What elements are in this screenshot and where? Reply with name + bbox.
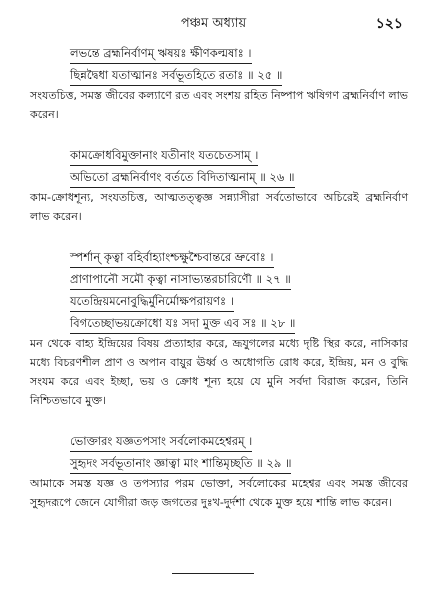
verse-line: বিগতেচ্ছাভয়ক্রোধো যঃ সদা মুক্ত এব সঃ ॥ ২৮ ॥	[70, 314, 295, 334]
verse-translation: আমাকে সমস্ত যজ্ঞ ও তপস্যার পরম ভোক্তা, সর্বলোকের মহেশ্বর এবং সমস্ত জীবের সুহৃদরূপে জেনে যোগীরা জড় জগতের দুঃখ-দুর্দশা থেকে মুক্ত হয়ে শান্তি লাভ করেন।	[30, 477, 408, 509]
sanskrit-verse	[30, 42, 408, 86]
verse-line: কামক্রোধবিমুক্তানাং যতীনাং যতচেতসাম্‌ ।	[70, 146, 258, 166]
verse-translation: সংযতচিত্ত, সমস্ত জীবের কল্যাণে রত এবং সংশয় রহিত নিষ্পাপ ঋষিগণ ব্রহ্মনির্বাণ লাভ করেন।	[30, 89, 408, 121]
sanskrit-verse	[30, 430, 408, 474]
verse-block	[30, 42, 408, 124]
verse-line: সুহৃদং সর্বভূতানাং জ্ঞাত্বা মাং শান্তিমৃচ্ছতি ॥ ২৯ ॥	[70, 454, 291, 474]
sanskrit-verse	[30, 144, 408, 188]
verse-line: লভন্তে ব্রহ্মনির্বাণম্‌ ঋষয়ঃ ক্ষীণকল্মষাঃ ।	[70, 44, 252, 64]
verse-translation: মন থেকে বাহ্য ইন্দ্রিয়ের বিষয় প্রত্যাহার করে, ভ্রূযুগলের মধ্যে দৃষ্টি স্থির করে, নাসিকার মধ্যে বিচরণশীল প্রাণ ও অপান বায়ুর ঊর্ধ্ব ও অধোগতি রোধ করে, ইন্দ্রিয়, মন ও বুদ্ধি সংযম করে এবং ইচ্ছা, ভয় ও ক্রোধ শূন্য হয়ে যে মুনি সর্বদা বিরাজ করেন, তিনি নিশ্চিতভাবে মুক্ত।	[30, 337, 408, 407]
verse-block	[30, 246, 408, 410]
verse-block	[30, 144, 408, 226]
verse-line: প্রাণাপানৌ সমৌ কৃত্বা নাসাভ্যন্তরচারিণৌ ॥ ২৭ ॥	[70, 270, 291, 290]
verse-line: ভোক্তারং যজ্ঞতপসাং সর্বলোকমহেশ্বরম্‌ ।	[70, 432, 252, 452]
verse-block	[30, 430, 408, 512]
page-body	[30, 42, 408, 532]
section-end-rule	[172, 573, 254, 574]
verse-line: যতেন্দ্রিয়মনোবুদ্ধির্মুনির্মোক্ষপরায়ণঃ ।	[70, 292, 234, 312]
sanskrit-verse	[30, 246, 408, 334]
running-title: পঞ্চম অধ্যায়	[180, 16, 247, 31]
page-header	[0, 12, 427, 32]
verse-translation: কাম-ক্রোধশূন্য, সংযতচিত্ত, আত্মতত্ত্বজ্ঞ সন্ন্যাসীরা সর্বতোভাবে অচিরেই ব্রহ্মনির্বাণ লাভ করেন।	[30, 191, 408, 223]
verse-line: ছিন্নদ্বৈধা যতাত্মানঃ সর্বভূতহিতে রতাঃ ॥ ২৫ ॥	[70, 66, 282, 86]
page-number: ১২১	[375, 16, 403, 32]
verse-line: স্পর্শান্‌ কৃত্বা বহির্বাহ্যাংশ্চক্ষুশ্চৈবান্তরে ভ্রুবোঃ ।	[70, 248, 274, 268]
verse-line: অভিতো ব্রহ্মনির্বাণং বর্ততে বিদিতাত্মনাম্‌ ॥ ২৬ ॥	[70, 168, 295, 188]
